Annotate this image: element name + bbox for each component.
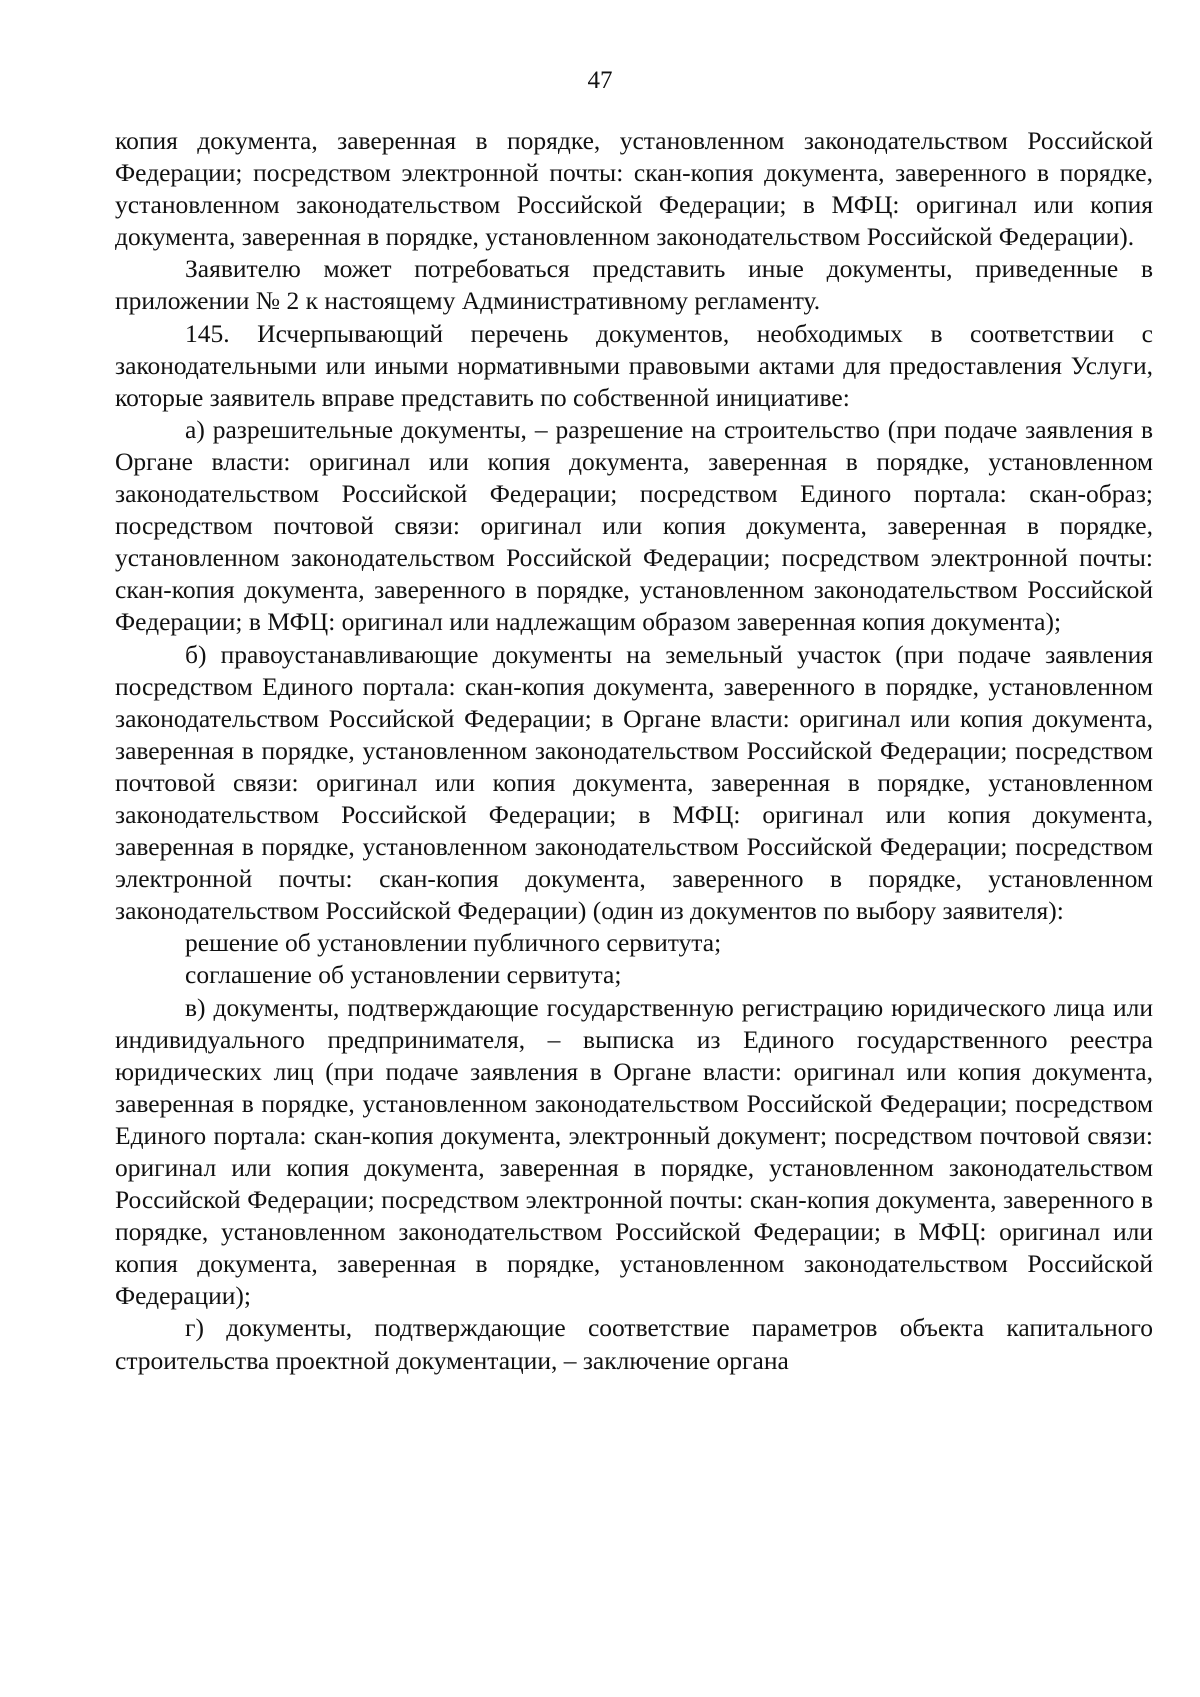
paragraph-continuation: копия документа, заверенная в порядке, установленном законодательством Российской Федерации; посредством электронной почты: скан-копия документа, заверенного в порядке, установленном законодательством Российской Федерации; в МФЦ: оригинал или копия документа, заверенная в порядке, установленном законодательством Российской Федерации). — [115, 126, 1153, 252]
page-number: 47 — [587, 67, 613, 94]
paragraph-additional-documents: Заявителю может потребоваться представить иные документы, приведенные в приложении № 2 к настоящему Административному регламенту. — [115, 254, 1153, 316]
paragraph-item-a: а) разрешительные документы, – разрешение на строительство (при подаче заявления в Органе власти: оригинал или копия документа, заверенная в порядке, установленном законодательством Российской Федерации; посредством Единого портала: скан-образ; посредством почтовой связи: оригинал или копия документа, заверенная в порядке, установленном законодательством Российской Федерации; посредством электронной почты: скан-копия документа, заверенного в порядке, установленном законодательством Российской Федерации; в МФЦ: оригинал или надлежащим образом заверенная копия документа); — [115, 414, 1153, 637]
paragraph-public-servitude: решение об установлении публичного сервитута; — [185, 928, 722, 958]
paragraph-item-b: б) правоустанавливающие документы на земельный участок (при подаче заявления посредством Единого портала: скан-копия документа, заверенного в порядке, установленном законодательством Российской Федерации; в Органе власти: оригинал или копия документа, заверенная в порядке, установленном законодательством Российской Федерации; посредством почтовой связи: оригинал или копия документа, заверенная в порядке, установленном законодательством Российской Федерации; в МФЦ: оригинал или копия документа, заверенная в порядке, установленном законодательством Российской Федерации; посредством электронной почты: скан-копия документа, заверенного в порядке, установленном законодательством Российской Федерации) (один из документов по выбору заявителя): — [115, 639, 1153, 926]
paragraph-item-g: г) документы, подтверждающие соответствие параметров объекта капитального строительства проектной документации, – заключение органа — [115, 1313, 1153, 1375]
document-body — [115, 125, 1153, 1377]
paragraph-item-v: в) документы, подтверждающие государственную регистрацию юридического лица или индивидуального предпринимателя, – выписка из Единого государственного реестра юридических лиц (при подаче заявления в Органе власти: оригинал или копия документа, заверенная в порядке, установленном законодательством Российской Федерации; посредством Единого портала: скан-копия документа, электронный документ; посредством почтовой связи: оригинал или копия документа, заверенная в порядке, установленном законодательством Российской Федерации; посредством электронной почты: скан-копия документа, заверенного в порядке, установленном законодательством Российской Федерации; в МФЦ: оригинал или копия документа, заверенная в порядке, установленном законодательством Российской Федерации); — [115, 992, 1153, 1311]
paragraph-servitude-agreement: соглашение об установлении сервитута; — [185, 960, 622, 990]
paragraph-145: 145. Исчерпывающий перечень документов, необходимых в соответствии с законодательными или иными нормативными правовыми актами для предоставления Услуги, которые заявитель вправе представить по собственной инициативе: — [115, 318, 1153, 412]
